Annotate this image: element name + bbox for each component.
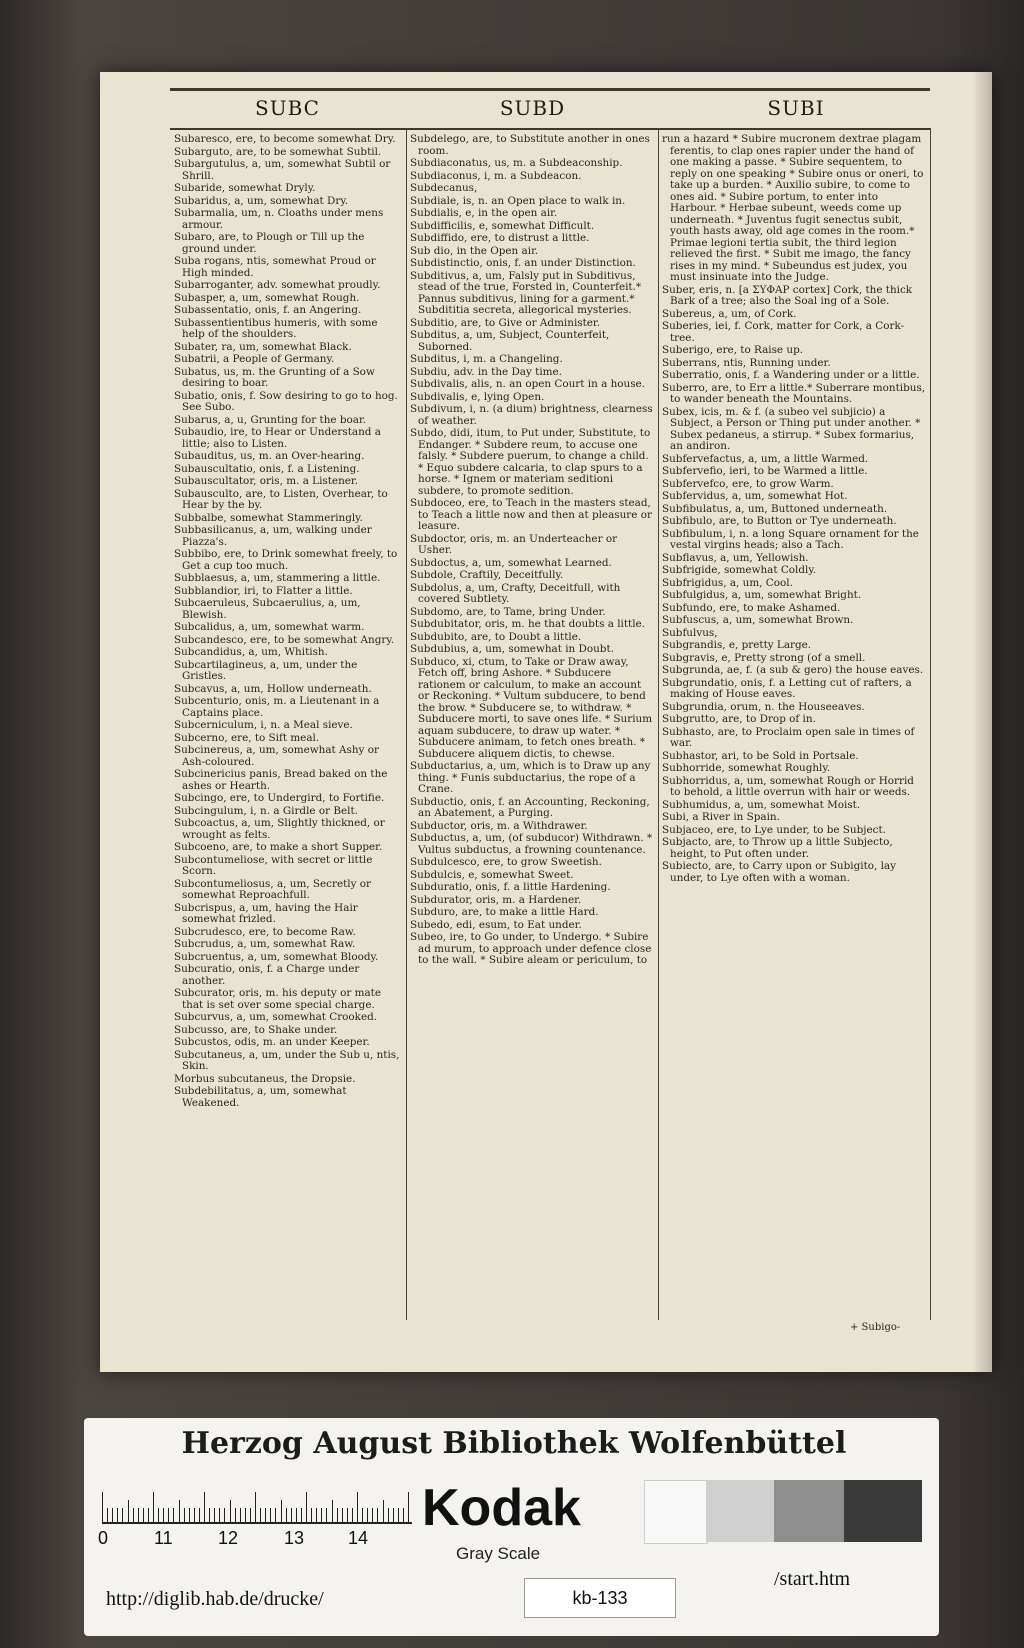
dictionary-entry: Subditivus, a, um, Falsly put in Subditivus, stead of the true, Forsted in, Counterfeit.* Pannus subditivus, lining for a garment.* Subdititia secreta, allegorical mysteries.	[410, 269, 642, 316]
dictionary-entry: Subductor, oris, m. a Withdrawer.	[410, 819, 588, 832]
ruler-number: 0	[98, 1528, 109, 1548]
dictionary-entry: Subeo, ire, to Go under, to Undergo. * Subire ad murum, to approach under defence close to the wall. * Subire aleam or periculum, to	[410, 931, 652, 966]
dictionary-entry: Subdecanus,	[410, 182, 478, 194]
ruler-tick	[347, 1508, 348, 1522]
dictionary-entry: Subhorridus, a, um, somewhat Rough or Horrid to behold, a little overrun with hair or weeds.	[662, 774, 914, 798]
dictionary-entry: Subcustos, odis, m. an under Keeper.	[174, 1036, 370, 1048]
gray-swatch-mid	[774, 1480, 844, 1542]
dictionary-entry: Subcusso, are, to Shake under.	[174, 1023, 338, 1036]
dictionary-entry: Subcuratio, onis, f. a Charge under another.	[174, 963, 360, 987]
ruler-tick	[209, 1508, 210, 1522]
dictionary-entry: Subatio, onis, f. Sow desiring to go to hog. See Subo.	[174, 389, 398, 413]
dictionary-entry: Subcinericius panis, Bread baked on the ashes or Hearth.	[174, 768, 388, 792]
dictionary-entry: run a hazard * Subire mucronem dextrae plagam ferentis, to clap ones rapier under the hand of one making a passe. * Subire sequentem, to reply on one speaking * Subire onus or oneri, to take up a burden. * Auxilio subire, to come to ones aid. * Subire portum, to enter into Harbour. * Herbae subeunt, weeds come up underneath. * Juventus fugit senectus subit, youth hasts away, old age comes in the room.* Primae legioni tertia subit, the third legion relieved the first. * Subit me imago, the fancy rises in my mind. * Subeundus est judex, you must insinuate into the Judge.	[662, 134, 924, 283]
ruler-tick	[388, 1508, 389, 1522]
ruler-number: 12	[218, 1528, 239, 1548]
ruler-tick	[352, 1508, 353, 1522]
column-divider	[658, 128, 659, 1320]
dictionary-entry: Subfuscus, a, um, somewhat Brown.	[662, 614, 854, 626]
dictionary-entry: Subedo, edi, esum, to Eat under.	[410, 918, 582, 931]
ruler-tick	[281, 1500, 282, 1522]
dictionary-entry: Subdoctor, oris, m. an Underteacher or Usher.	[410, 532, 618, 556]
dictionary-entry: Subdubitator, oris, m. he that doubts a little.	[410, 618, 645, 630]
dictionary-column-1	[174, 134, 402, 1316]
dictionary-entry: Subcurvus, a, um, somewhat Crooked.	[174, 1011, 378, 1023]
ruler-tick	[270, 1508, 271, 1522]
dictionary-entry: Subaudio, ire, to Hear or Understand a little; also to Listen.	[174, 426, 381, 450]
dictionary-entry: Subductio, onis, f. an Accounting, Reckoning, an Abatement, a Purging.	[410, 795, 650, 819]
ruler-tick	[357, 1492, 358, 1522]
ruler-tick	[275, 1508, 276, 1522]
ruler-tick	[260, 1508, 261, 1522]
dictionary-entry: Subgrunda, ae, f. (a sub & gero) the house eaves.	[662, 664, 924, 676]
dictionary-entry: Subgrandis, e, pretty Large.	[662, 639, 812, 651]
ruler-tick	[168, 1508, 169, 1522]
ruler-tick	[240, 1508, 241, 1522]
dictionary-entry: Subauditus, us, m. an Over-hearing.	[174, 450, 365, 462]
dictionary-entry: Subarroganter, adv. somewhat proudly.	[174, 279, 381, 291]
dictionary-entry: Subdurator, oris, m. a Hardener.	[410, 893, 582, 906]
dictionary-entry: Subdiffido, ere, to distrust a little.	[410, 232, 590, 244]
dictionary-entry: Subasper, a, um, somewhat Rough.	[174, 291, 360, 304]
dictionary-entry: Subarguto, are, to be somewhat Subtil.	[174, 145, 382, 158]
ruler-tick	[128, 1500, 129, 1522]
dictionary-entry: Subdelego, are, to Substitute another in ones room.	[410, 134, 650, 157]
ruler-tick	[286, 1508, 287, 1522]
dictionary-entry: Subereus, a, um, of Cork.	[662, 307, 797, 320]
dictionary-entry: Subdubius, a, um, somewhat in Doubt.	[410, 643, 614, 655]
dictionary-entry: Subcoeno, are, to make a short Supper.	[174, 841, 383, 853]
dictionary-entry: Subdistinctio, onis, f. an under Distinction.	[410, 257, 636, 269]
ruler-tick	[163, 1508, 164, 1522]
dictionary-entry: Subcontumeliose, with secret or little Scorn.	[174, 853, 373, 877]
dictionary-entry: Subdivalis, alis, n. an open Court in a house.	[410, 378, 645, 390]
dictionary-entry: Subfibulatus, a, um, Buttoned underneath.	[662, 502, 888, 515]
dictionary-entry: Subfibulum, i, n. a long Square ornament for the vestal virgins heads; also a Tach.	[662, 527, 919, 551]
color-card	[84, 1418, 939, 1636]
ruler-tick	[342, 1508, 343, 1522]
dictionary-entry: Suba rogans, ntis, somewhat Proud or High minded.	[174, 255, 376, 279]
ruler-tick	[102, 1492, 103, 1522]
ruler-tick	[148, 1508, 149, 1522]
source-url-right: /start.htm	[774, 1568, 851, 1590]
dictionary-entry: Subargutulus, a, um, somewhat Subtil or Shrill.	[174, 158, 391, 182]
column-divider	[406, 128, 407, 1320]
dictionary-entry: Subfulvus,	[662, 626, 718, 639]
ruler-tick	[138, 1508, 139, 1522]
ruler-tick	[158, 1508, 159, 1522]
ruler-tick	[133, 1508, 134, 1522]
ruler-tick	[194, 1508, 195, 1522]
dictionary-entry: Subex, icis, m. & f. (a subeo vel subjicio) a Subject, a Person or Thing put under another. * Subex pedaneus, a stirrup. * Subex formarius, an andiron.	[662, 405, 921, 452]
dictionary-entry: Subduratio, onis, f. a little Hardening.	[410, 881, 611, 893]
dictionary-entry: Subfervefio, ieri, to be Warmed a little.	[662, 465, 868, 477]
gray-swatch-light	[706, 1480, 774, 1542]
dictionary-entry: Subditus, a, um, Subject, Counterfeit, Suborned.	[410, 329, 610, 353]
dictionary-entry: Subbibo, ere, to Drink somewhat freely, to Get a cup too much.	[174, 548, 398, 572]
dictionary-entry: Subcingulum, i, n. a Girdle or Belt.	[174, 804, 358, 817]
ruler-tick	[296, 1508, 297, 1522]
dictionary-entry: Subdiaconatus, us, m. a Subdeaconship.	[410, 157, 623, 169]
catchword: + Subigo-	[850, 1322, 901, 1333]
ruler-tick	[204, 1492, 205, 1522]
dictionary-entry: Subfibulo, are, to Button or Tye underneath.	[662, 515, 897, 527]
ruler-tick	[377, 1508, 378, 1522]
dictionary-entry: Subcandidus, a, um, Whitish.	[174, 646, 328, 658]
dictionary-entry: Subcontumeliosus, a, um, Secretly or somewhat Reproachfull.	[174, 877, 372, 901]
dictionary-entry: Subduco, xi, ctum, to Take or Draw away, Fetch off, bring Ashore. * Subducere rationem or calculum, to make an account or Reckoning. * Vultum subducere, to bend the brow. * Subducere se, to withdraw. * Subducere morti, to save ones life. * Surium aquam subducere, to draw up water. * Subducere animam, to fetch ones breath. * Subducere aliquem dictis, to chewse.	[410, 655, 653, 760]
dictionary-entry: Subfulgidus, a, um, somewhat Bright.	[662, 589, 862, 601]
ruler-tick	[362, 1508, 363, 1522]
ruler-tick	[337, 1508, 338, 1522]
dictionary-entry: Subjacto, are, to Throw up a little Subjecto, height, to Put often under.	[662, 836, 893, 860]
dictionary-entry: Subdulcis, e, somewhat Sweet.	[410, 868, 574, 881]
ruler-tick	[117, 1508, 118, 1522]
running-head-left: SUBC	[255, 96, 320, 120]
ruler-tick	[184, 1508, 185, 1522]
gray-swatch-dark	[844, 1480, 922, 1542]
dictionary-entry: Subcandesco, ere, to be somewhat Angry.	[174, 633, 395, 646]
dictionary-entry: Subcaeruleus, Subcaerulius, a, um, Blewish.	[174, 597, 361, 621]
dictionary-entry: Subcutaneus, a, um, under the Sub u, ntis, Skin.	[174, 1048, 400, 1072]
ruler-tick	[224, 1508, 225, 1522]
dictionary-entry: Subbasilicanus, a, um, walking under Piazza's.	[174, 524, 372, 548]
dictionary-entry: Subgravis, e, Pretty strong (of a smell.	[662, 651, 866, 664]
dictionary-entry: Subdiaconus, i, m. a Subdeacon.	[410, 169, 582, 182]
dictionary-entry: Subgrutto, are, to Drop of in.	[662, 713, 816, 725]
dictionary-entry: Subflavus, a, um, Yellowish.	[662, 551, 809, 564]
scale-ruler	[102, 1490, 412, 1524]
dictionary-entry: Subcerniculum, i, n. a Meal sieve.	[174, 719, 353, 731]
ruler-tick	[403, 1508, 404, 1522]
dictionary-entry: Subauscultator, oris, m. a Listener.	[174, 475, 359, 487]
kodak-logo: Kodak	[422, 1479, 581, 1537]
dictionary-entry: Subblandior, iri, to Flatter a little.	[174, 584, 353, 597]
ruler-tick	[332, 1500, 333, 1522]
ruler-tick	[230, 1500, 231, 1522]
dictionary-entry: Suberies, iei, f. Cork, matter for Cork, a Cork-tree.	[662, 320, 905, 344]
dictionary-entry: Subcruentus, a, um, somewhat Bloody.	[174, 950, 379, 963]
gray-scale-label: Gray Scale	[456, 1544, 541, 1563]
dictionary-entry: Subausculto, are, to Listen, Overhear, to Hear by the by.	[174, 487, 388, 511]
dictionary-entry: Subatus, us, m. the Grunting of a Sow desiring to boar.	[174, 365, 375, 389]
dictionary-entry: Subcrudesco, ere, to become Raw.	[174, 925, 356, 938]
dictionary-entry: Subfervefactus, a, um, a little Warmed.	[662, 452, 869, 465]
dictionary-entry: Subcinereus, a, um, somewhat Ashy or Ash-coloured.	[174, 744, 379, 768]
dictionary-entry: Sub dio, in the Open air.	[410, 244, 539, 257]
dictionary-entry: Subdole, Craftily, Deceitfully.	[410, 569, 564, 581]
ruler-tick	[408, 1492, 409, 1522]
dictionary-entry: Subductus, a, um, (of subducor) Withdrawn. * Vultus subductus, a frowning countenance.	[410, 832, 653, 856]
dictionary-entry: Subcavus, a, um, Hollow underneath.	[174, 682, 372, 695]
ruler-tick	[316, 1508, 317, 1522]
library-name: Herzog August Bibliothek Wolfenbüttel	[181, 1426, 847, 1461]
dictionary-entry: Suberigo, ere, to Raise up.	[662, 344, 804, 356]
dictionary-entry: Suberro, are, to Err a little.* Suberrare montibus, to wander beneath the Mountains.	[662, 381, 926, 405]
dictionary-entry: Subcerno, ere, to Sift meal.	[174, 731, 320, 744]
dictionary-entry: Subaresco, ere, to become somewhat Dry.	[174, 134, 396, 145]
ruler-tick	[143, 1508, 144, 1522]
ruler-tick	[112, 1508, 113, 1522]
header-rule	[170, 128, 930, 130]
dictionary-entry: Subcrudus, a, um, somewhat Raw.	[174, 938, 356, 950]
dictionary-entry: Subdiu, adv. in the Day time.	[410, 365, 562, 378]
dictionary-entry: Subater, ra, um, somewhat Black.	[174, 340, 352, 353]
dictionary-entry: Suber, eris, n. [a ΣΥΦΑΡ cortex] Cork, the thick Bark of a tree; also the Soal ing of a Sole.	[662, 283, 913, 307]
dictionary-entry: Subdomo, are, to Tame, bring Under.	[410, 605, 606, 618]
dictionary-entry: Subassentientibus humeris, with some help of the shoulders.	[174, 316, 378, 340]
dictionary-entry: Subgrundia, orum, n. the Houseeaves.	[662, 700, 865, 713]
source-url-left: http://diglib.hab.de/drucke/	[106, 1588, 324, 1610]
dictionary-entry: Subdulcesco, ere, to grow Sweetish.	[410, 856, 602, 868]
dictionary-entry: Subauscultatio, onis, f. a Listening.	[174, 462, 360, 475]
dictionary-entry: Subhasto, are, to Proclaim open sale in times of war.	[662, 725, 915, 749]
dictionary-entry: Subhastor, ari, to be Sold in Portsale.	[662, 749, 859, 762]
dictionary-entry: Subfervidus, a, um, somewhat Hot.	[662, 490, 848, 502]
dictionary-entry: Subcalidus, a, um, somewhat warm.	[174, 621, 365, 633]
dictionary-entry: Subfundo, ere, to make Ashamed.	[662, 601, 841, 614]
dictionary-entry: Subhumidus, a, um, somewhat Moist.	[662, 798, 861, 811]
dictionary-entry: Subcenturio, onis, m. a Lieutenant in a Captains place.	[174, 695, 380, 719]
dictionary-entry: Subditus, i, m. a Changeling.	[410, 353, 563, 365]
ruler-tick	[291, 1508, 292, 1522]
dictionary-entry: Subdubito, are, to Doubt a little.	[410, 630, 582, 643]
dictionary-entry: Subfervefco, ere, to grow Warm.	[662, 477, 834, 490]
ruler-tick	[367, 1508, 368, 1522]
dictionary-entry: Subcoactus, a, um, Slightly thickned, or wrought as felts.	[174, 817, 385, 841]
dictionary-entry: Subaridus, a, um, somewhat Dry.	[174, 194, 349, 207]
dictionary-entry: Subdialis, e, in the open air.	[410, 207, 558, 219]
shelfmark-label: kb-133	[524, 1578, 676, 1618]
ruler-tick	[372, 1508, 373, 1522]
dictionary-entry: Subfrigide, somewhat Coldly.	[662, 564, 817, 576]
dictionary-entry: Subgrundatio, onis, f. a Letting cut of rafters, a making of House eaves.	[662, 676, 912, 700]
dictionary-entry: Subassentatio, onis, f. an Angering.	[174, 304, 362, 316]
dictionary-entry: Subaride, somewhat Dryly.	[174, 182, 316, 194]
ruler-tick	[326, 1508, 327, 1522]
ruler-tick	[179, 1500, 180, 1522]
dictionary-entry: Subiecto, are, to Carry upon or Subigito, lay under, to Lye often with a woman.	[662, 860, 896, 884]
dictionary-entry: Subdo, didi, itum, to Put under, Substitute, to Endanger. * Subdere reum, to accuse one falsly. * Subdere puerum, to change a child. * Equo subdere calcaria, to clap spurs to a horse. * Ignem or materiam seditioni subdere, to promote sedition.	[410, 427, 651, 497]
dictionary-column-2	[410, 134, 654, 1316]
dictionary-entry: Morbus subcutaneus, the Dropsie.	[174, 1072, 356, 1085]
dictionary-entry: Subdifficilis, e, somewhat Difficult.	[410, 219, 595, 232]
dictionary-entry: Subhorride, somewhat Roughly.	[662, 762, 831, 774]
dictionary-entry: Subatrii, a People of Germany.	[174, 353, 335, 365]
dictionary-entry: Subdoceo, ere, to Teach in the masters stead, to Teach a little now and then at pleasure or leasure.	[410, 497, 652, 532]
dictionary-entry: Subcrispus, a, um, having the Hair somewhat frizled.	[174, 901, 358, 925]
dictionary-entry: Subdivum, i, n. (a dium) brightness, clearness of weather.	[410, 403, 653, 427]
ruler-tick	[189, 1508, 190, 1522]
top-rule	[170, 88, 930, 91]
dictionary-entry: Subdoctus, a, um, somewhat Learned.	[410, 556, 612, 569]
dictionary-entry: Subaro, are, to Plough or Till up the ground under.	[174, 231, 365, 255]
ruler-tick	[199, 1508, 200, 1522]
ruler-tick	[235, 1508, 236, 1522]
dictionary-entry: Subduro, are, to make a little Hard.	[410, 906, 599, 918]
dictionary-entry: Subductarius, a, um, which is to Draw up any thing. * Funis subductarius, the rope of a Crane.	[410, 760, 651, 795]
ruler-tick	[398, 1508, 399, 1522]
running-head-center: SUBD	[499, 96, 566, 120]
dictionary-entry: Subdivalis, e, lying Open.	[410, 390, 545, 403]
dictionary-entry: Subditio, are, to Give or Administer.	[410, 316, 601, 329]
ruler-number: 11	[154, 1528, 173, 1548]
ruler-tick	[311, 1508, 312, 1522]
dictionary-entry: Subdiale, is, n. an Open place to walk in.	[410, 194, 626, 207]
dictionary-entry: Subfrigidus, a, um, Cool.	[662, 576, 793, 589]
running-head-right: SUBI	[767, 96, 825, 120]
dictionary-column-3	[662, 134, 926, 1316]
dictionary-entry: Subblaesus, a, um, stammering a little.	[174, 572, 381, 584]
gray-swatch-white	[644, 1480, 708, 1544]
ruler-tick	[107, 1508, 108, 1522]
dictionary-entry: Suberrans, ntis, Running under.	[662, 356, 831, 369]
ruler-tick	[214, 1508, 215, 1522]
ruler-tick	[393, 1508, 394, 1522]
dictionary-entry: Subdebilitatus, a, um, somewhat Weakened.	[174, 1085, 347, 1109]
ruler-number: 13	[284, 1528, 305, 1548]
column-divider	[930, 128, 931, 1320]
dictionary-entry: Subcingo, ere, to Undergird, to Fortifie.	[174, 792, 385, 804]
ruler-tick	[306, 1492, 307, 1522]
dictionary-entry: Suberratio, onis, f. a Wandering under or a little.	[662, 369, 920, 381]
ruler-tick	[122, 1508, 123, 1522]
dictionary-entry: Subbalbe, somewhat Stammeringly.	[174, 511, 363, 524]
ruler-tick	[321, 1508, 322, 1522]
ruler-tick	[153, 1492, 154, 1522]
ruler-tick	[301, 1508, 302, 1522]
ruler-tick	[255, 1492, 256, 1522]
ruler-tick	[265, 1508, 266, 1522]
ruler-number: 14	[348, 1528, 369, 1548]
dictionary-entry: Subarus, a, u, Grunting for the boar.	[174, 413, 367, 426]
dictionary-entry: Subcartilagineus, a, um, under the Gristles.	[174, 658, 358, 682]
ruler-tick	[245, 1508, 246, 1522]
dictionary-entry: Subcurator, oris, m. his deputy or mate that is set over some special charge.	[174, 987, 381, 1011]
dictionary-entry: Subdolus, a, um, Crafty, Deceitfull, with covered Subtlety.	[410, 581, 621, 605]
dictionary-entry: Subjaceo, ere, to Lye under, to be Subject.	[662, 823, 886, 836]
ruler-tick	[250, 1508, 251, 1522]
ruler-tick	[383, 1500, 384, 1522]
ruler-tick	[219, 1508, 220, 1522]
ruler-tick	[173, 1508, 174, 1522]
dictionary-entry: Subi, a River in Spain.	[662, 811, 780, 823]
dictionary-entry: Subarmalia, um, n. Cloaths under mens armour.	[174, 207, 384, 231]
